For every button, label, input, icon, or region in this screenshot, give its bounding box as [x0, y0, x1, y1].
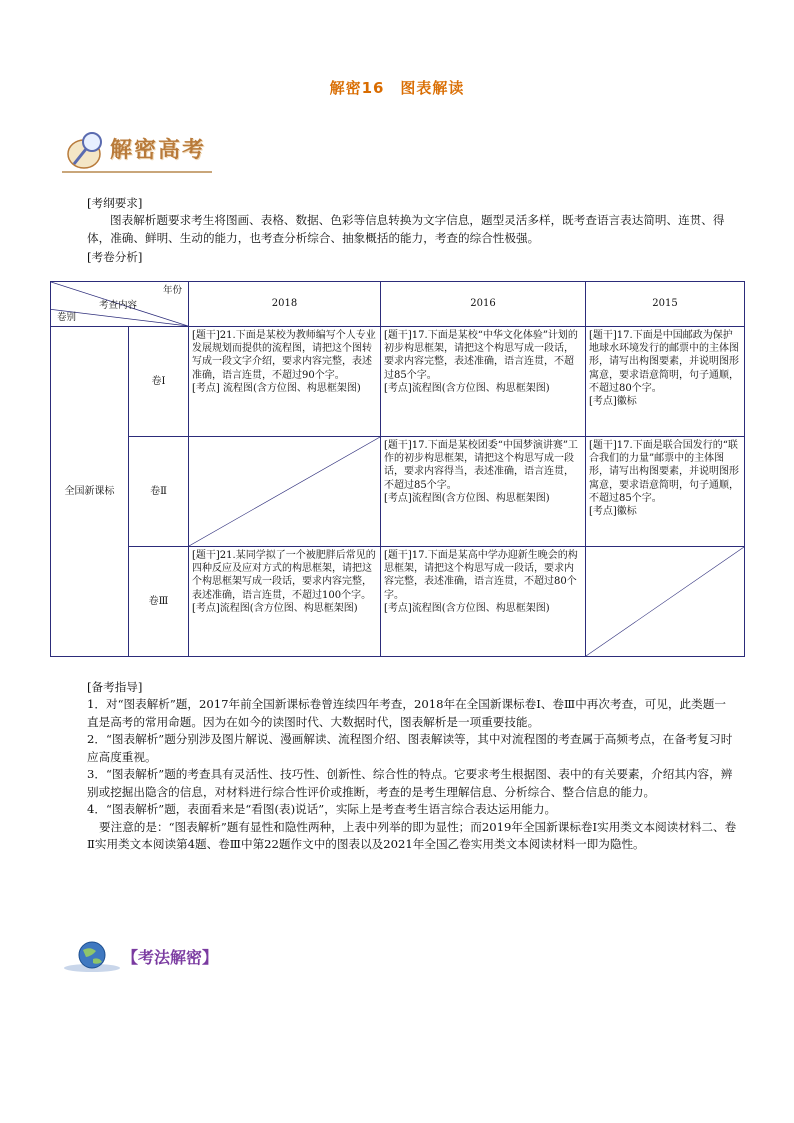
empty-cell — [189, 437, 381, 547]
table-row — [51, 327, 745, 437]
header-content: 考查内容 — [99, 300, 138, 311]
table-cell: [题干]21.某同学拟了一个被肥胖后常见的四种反应及应对方式的构思框架，请把这个构思框架写成一段话，要求内容完整，表述准确，语言连贯，不超过100个字。 [考点]流程图(含方位图、构思框架图) — [189, 547, 381, 657]
banner-underline — [62, 171, 212, 173]
table-cell: [题干]17.下面是某校“中华文化体验”计划的初步构思框架，请把这个构思写成一段话，要求内容完整，表述准确，语言连贯，不超过85个字。 [考点]流程图(含方位图、构思框架图) — [381, 327, 586, 437]
header-paper: 卷别 — [57, 311, 77, 323]
syllabus-text: 图表解析题要求考生将图画、表格、数据、色彩等信息转换为文字信息，题型灵活多样，既考查语言表达简明、连贯、得体，准确、鲜明、生动的能力，也考查分析综合、抽象概括的能力，考查的综合性极强。 — [87, 213, 725, 245]
magnifier-icon — [83, 133, 101, 151]
guidance-item: 1．对“图表解析”题，2017年前全国新课标卷曾连续四年考查，2018年在全国新课标卷Ⅰ、卷Ⅲ中再次考查，可见，此类题一直是高考的常用命题。因为在如今的读图时代、大数据时代，图表解析是一项重要技能。 — [87, 697, 726, 729]
table-cell: [题干]17.下面是某高中学办迎新生晚会的构思框架，请把这个构思写成一段话，要求内容完整，表述准确，语言连贯，不超过80个字。 [考点]流程图(含方位图、构思框架图) — [381, 547, 586, 657]
guidance-item: 4．“图表解析”题，表面看来是“看图(表)说话”，实际上是考查考生语言综合表达运用能力。 — [87, 802, 557, 816]
header-year: 年份 — [162, 285, 182, 296]
guidance-item: 要注意的是：“图表解析”题有显性和隐性两种，上表中列举的即为显性；而2019年全国新课标卷Ⅰ实用类文本阅读材料二、卷Ⅱ实用类文本阅读第4题、卷Ⅲ中第22题作文中的图表以及2021年全国乙卷实用类文本阅读材料一即为隐性。 — [87, 819, 737, 851]
paper-name: 卷Ⅱ — [129, 437, 189, 547]
guidance-item: 3．“图表解析”题的考查具有灵活性、技巧性、创新性、综合性的特点。它要求考生根据图、表中的有关要素，介绍其内容，辨别或挖掘出隐含的信息，对材料进行综合性评价或推断，考查的是考生理解信息、分析综合、整合信息的能力。 — [87, 767, 733, 799]
analysis-label: [考卷分析] — [87, 250, 143, 264]
guidance-label: [备考指导] — [87, 680, 143, 694]
guidance-item: 2．“图表解析”题分别涉及图片解说、漫画解读、流程图介绍、图表解读等，其中对流程图的考查属于高频考点，在备考复习时应高度重视。 — [87, 732, 733, 764]
paper-name: 卷Ⅰ — [129, 327, 189, 437]
banner-title: 解密高考 — [110, 138, 207, 163]
paper-group: 全国新课标 — [51, 327, 129, 657]
year-header: 2016 — [381, 282, 586, 327]
globe-icon — [62, 938, 122, 974]
table-corner-header — [51, 282, 189, 327]
year-header: 2018 — [189, 282, 381, 327]
guidance-list — [87, 696, 737, 854]
paper-name: 卷Ⅲ — [129, 547, 189, 657]
page-title: 解密16 图表解读 — [329, 79, 465, 97]
table-cell: [题干]17.下面是某校团委“中国梦演讲赛”工作的初步构思框架，请把这个构思写成一段话，要求内容得当，表述准确，语言连贯，不超过85个字。 [考点]流程图(含方位图、构思框架图) — [381, 437, 586, 547]
empty-cell — [586, 547, 745, 657]
syllabus-label: [考纲要求] — [87, 196, 143, 210]
table-cell: [题干]17.下面是中国邮政为保护地球水环境发行的邮票中的主体图形，请写出构图要素，并说明图形寓意，要求语意简明，句子通顺，不超过80个字。 [考点]徽标 — [586, 327, 745, 437]
table-row — [51, 437, 745, 547]
table-cell: [题干]17.下面是联合国发行的“联合我们的力量”邮票中的主体图形，请写出构图要素，并说明图形寓意，要求语意简明，句子通顺，不超过85个字。 [考点]徽标 — [586, 437, 745, 547]
bottom-banner-title: 【考法解密】 — [122, 948, 219, 967]
year-header: 2015 — [586, 282, 745, 327]
exam-analysis-table — [50, 281, 745, 657]
table-cell: [题干]21.下面是某校为教师编写个人专业发展规划而提供的流程图，请把这个图转写成一段文字介绍，要求内容完整，表述准确，语言连贯，不超过90个字。 [考点] 流程图(含方位图、构思框架图) — [189, 327, 381, 437]
table-row — [51, 547, 745, 657]
